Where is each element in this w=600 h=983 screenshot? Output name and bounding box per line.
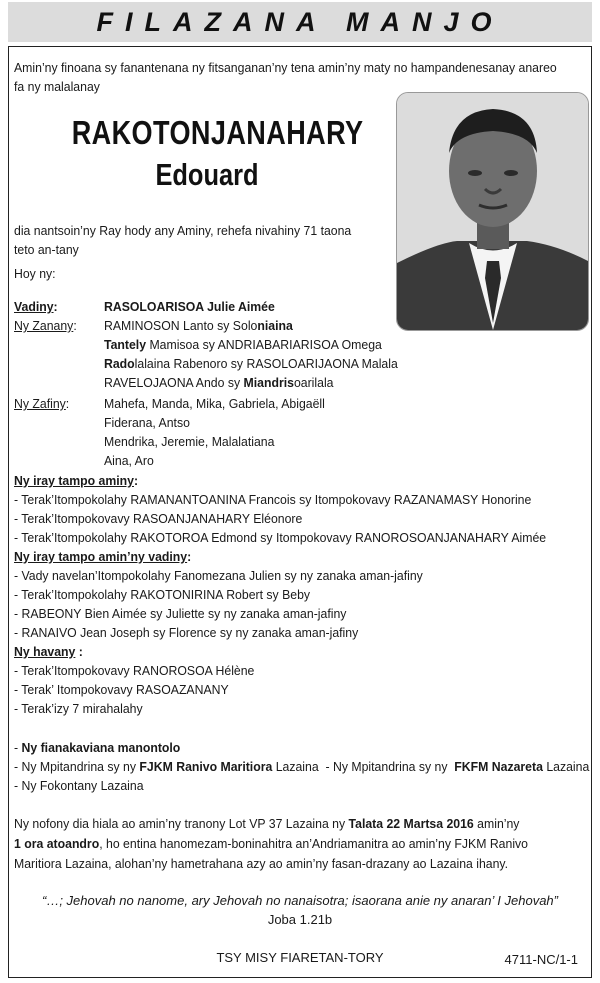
hoy-ny: Hoy ny: <box>14 266 56 281</box>
zanany-row-2: Tantely Mamisoa sy ANDRIABARIARISOA Omega <box>104 337 382 352</box>
tampo-vadiny-heading: Ny iray tampo amin’ny vadiny: <box>14 549 192 564</box>
header-banner <box>8 2 592 42</box>
banner-title: FILAZANA MANJO <box>96 6 504 37</box>
zanany-row-3: Radolalaina Rabenoro sy RASOLOARIJAONA Malala <box>104 356 398 371</box>
vadiny-label: Vadiny: <box>14 299 58 314</box>
list-item: - Terak’ Itompokovavy RASOAZANANY <box>14 682 229 697</box>
list-item: - Terak’Itompokolahy RAMANANTOANINA Francois sy Itompokovavy RAZANAMASY Honorine <box>14 492 532 507</box>
bible-quote: “…; Jehovah no nanome, ary Jehovah no nanaisotra; isaorana anie ny anaran’ I Jehovah” <box>41 893 558 908</box>
list-item: - Terak’Itompokolahy RAKOTONIRINA Robert sy Beby <box>14 587 311 602</box>
list-item: - Terak’Itompokovavy RASOANJANAHARY Eléonore <box>14 511 303 526</box>
fianakaviana-list <box>14 738 589 795</box>
vadiny-value: RASOLOARISOA Julie Aimée <box>104 299 275 314</box>
deceased-surname: RAKOTONJANAHARY <box>71 114 364 151</box>
portrait-photo <box>396 92 589 331</box>
zanany-row-4: RAVELOJAONA Ando sy Miandrisoarilala <box>104 375 334 390</box>
death-text: dia nantsoin’ny Ray hody any Aminy, rehefa nivahiny 71 taona teto an-tany <box>14 223 352 257</box>
tampo-list <box>14 490 546 547</box>
tampo-vadiny-list <box>14 566 423 642</box>
list-item: - RABEONY Bien Aimée sy Juliette sy ny zanaka aman-jafiny <box>14 606 347 621</box>
zafiny-row-1: Mahefa, Manda, Mika, Gabriela, Abigaëll <box>104 396 325 411</box>
havany-heading: Ny havany : <box>14 644 83 659</box>
footer-reference: 4711-NC/1-1 <box>504 952 578 967</box>
deceased-firstname: Edouard <box>155 157 259 192</box>
intro-text: Amin’ny finoana sy fanantenana ny fitsanganan’ny tena amin’ny maty no hampandenesanay anareo fa ny malalanay <box>14 60 557 94</box>
footer-notice: TSY MISY FIARETAN-TORY <box>216 950 384 965</box>
list-item: - Terak’izy 7 mirahalahy <box>14 701 143 716</box>
funeral-paragraph: Ny nofony dia hiala ao amin’ny tranony Lot VP 37 Lazaina ny Talata 22 Martsa 2016 amin’ny 1 ora atoandro, ho entina hanomezam-boninahitra an’Andriamanitra ao amin’ny FJKM Ranivo Maritiora Lazaina, alohan’ny hametrahana azy ao amin’ny fasan-drazany ao Lazaina ihany. <box>14 816 528 871</box>
havany-list <box>14 661 254 718</box>
list-item: - Terak’Itompokolahy RAKOTOROA Edmond sy Itompokovavy RANOROSOANJANAHARY Aimée <box>14 530 547 545</box>
list-item: - Ny Mpitandrina sy ny FJKM Ranivo Maritiora Lazaina - Ny Mpitandrina sy ny FKFM Nazareta Lazaina <box>14 759 590 774</box>
portrait-image <box>397 93 588 330</box>
zafiny-row-3: Mendrika, Jeremie, Malalatiana <box>104 434 275 449</box>
zanany-row-1: RAMINOSON Lanto sy Soloniaina <box>104 318 293 333</box>
quote-source: Joba 1.21b <box>267 912 333 927</box>
zafiny-label: Ny Zafiny: <box>14 396 70 411</box>
list-item: - RANAIVO Jean Joseph sy Florence sy ny zanaka aman-jafiny <box>14 625 359 640</box>
tampo-heading: Ny iray tampo aminy: <box>14 473 139 488</box>
list-item: - Terak’Itompokovavy RANOROSOA Hélène <box>14 663 255 678</box>
zafiny-row-4: Aina, Aro <box>104 453 154 468</box>
zafiny-row-2: Fiderana, Antso <box>104 415 190 430</box>
zanany-label: Ny Zanany: <box>14 318 77 333</box>
list-item: - Ny fianakaviana manontolo <box>14 740 181 755</box>
list-item: - Ny Fokontany Lazaina <box>14 778 144 793</box>
list-item: - Vady navelan’Itompokolahy Fanomezana Julien sy ny zanaka aman-jafiny <box>14 568 423 583</box>
